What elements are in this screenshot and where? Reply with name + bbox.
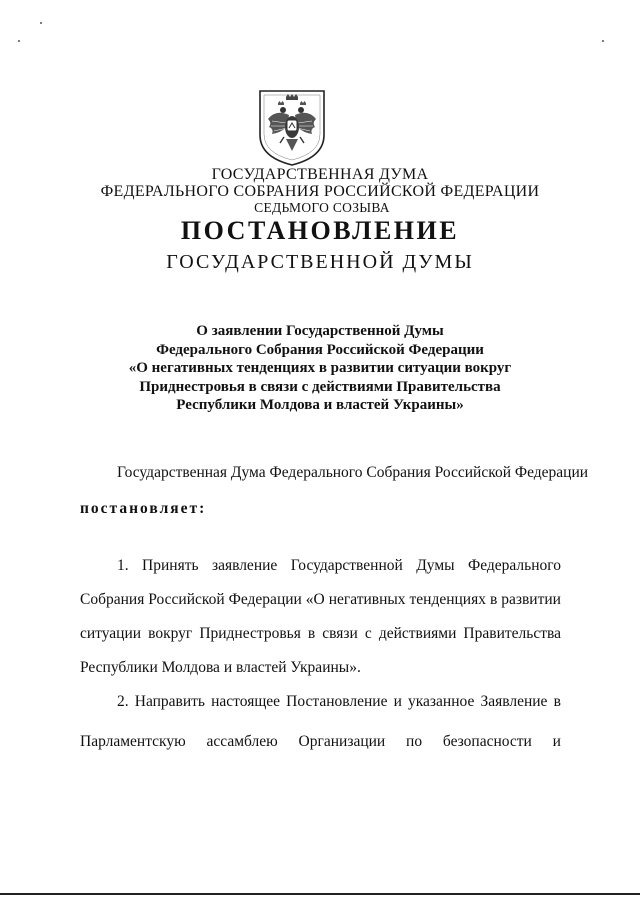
word: и bbox=[552, 733, 561, 750]
subject-line: Республики Молдова и властей Украины» bbox=[176, 397, 464, 413]
word: Правительства bbox=[463, 625, 561, 642]
word: развитии bbox=[501, 591, 561, 608]
header-line-federal-assembly: ФЕДЕРАЛЬНОГО СОБРАНИЯ РОССИЙСКОЙ ФЕДЕРАЦИИ bbox=[100, 183, 540, 200]
word: безопасности bbox=[442, 733, 532, 750]
word: Федерального bbox=[467, 557, 561, 574]
word: «О bbox=[305, 591, 325, 608]
word: 1. bbox=[117, 557, 129, 574]
word: Постановление bbox=[286, 693, 388, 710]
decree-word: постановляет: bbox=[80, 500, 207, 517]
scan-edge-line bbox=[0, 893, 640, 895]
word: в bbox=[489, 591, 498, 608]
word: в bbox=[553, 693, 561, 710]
word: настоящее bbox=[211, 693, 281, 710]
subject-line: Приднестровья в связи с действиями Правительства bbox=[139, 378, 501, 395]
scan-speck bbox=[40, 22, 42, 24]
scan-speck bbox=[18, 40, 20, 42]
word: и bbox=[393, 693, 402, 710]
word: заявление bbox=[211, 557, 278, 574]
document-title: ПОСТАНОВЛЕНИЕ bbox=[180, 216, 460, 245]
item1-line2 bbox=[80, 591, 561, 609]
word: с bbox=[364, 625, 372, 642]
word: Российской bbox=[148, 591, 225, 608]
word: вокруг bbox=[148, 625, 193, 642]
subject-line: О заявлении Государственной Думы bbox=[196, 323, 444, 339]
word: Думы bbox=[416, 557, 455, 574]
document-subject bbox=[0, 322, 640, 415]
subject-line: «О негативных тенденциях в развитии ситуации вокруг bbox=[128, 360, 512, 376]
word: ассамблею bbox=[206, 733, 278, 750]
word: негативных bbox=[328, 591, 406, 608]
scan-speck bbox=[602, 40, 604, 42]
word: тенденциях bbox=[409, 591, 486, 608]
word: Федерации bbox=[228, 591, 302, 608]
word: связи bbox=[322, 625, 358, 642]
word: Принять bbox=[142, 557, 199, 574]
item2-line2 bbox=[80, 733, 561, 751]
word: Приднестровья bbox=[199, 625, 301, 642]
word: Организации bbox=[298, 733, 386, 750]
coat-of-arms-emblem bbox=[256, 87, 328, 167]
word: Направить bbox=[134, 693, 205, 710]
word: ситуации bbox=[80, 625, 142, 642]
word: Заявление bbox=[480, 693, 548, 710]
word: Собрания bbox=[80, 591, 145, 608]
header-line-convocation: СЕДЬМОГО СОЗЫВА bbox=[254, 200, 390, 215]
word: Государственной bbox=[290, 557, 403, 574]
item1-line3 bbox=[80, 625, 561, 643]
subject-line: Федерального Собрания Российской Федерации bbox=[156, 341, 484, 358]
word: Парламентскую bbox=[80, 733, 186, 750]
item1-line1 bbox=[117, 557, 561, 575]
item2-line1 bbox=[117, 693, 561, 711]
intro-text: Государственная Дума Федерального Собрания Российской Федерации bbox=[117, 464, 589, 481]
word: в bbox=[307, 625, 316, 642]
header-line-duma: ГОСУДАРСТВЕННАЯ ДУМА bbox=[211, 166, 429, 183]
word: 2. bbox=[117, 693, 129, 710]
word: действиями bbox=[378, 625, 457, 642]
word: по bbox=[406, 733, 423, 750]
document-subtitle: ГОСУДАРСТВЕННОЙ ДУМЫ bbox=[166, 251, 474, 273]
word: указанное bbox=[408, 693, 475, 710]
item1-line4: Республики Молдова и властей Украины». bbox=[80, 659, 361, 676]
